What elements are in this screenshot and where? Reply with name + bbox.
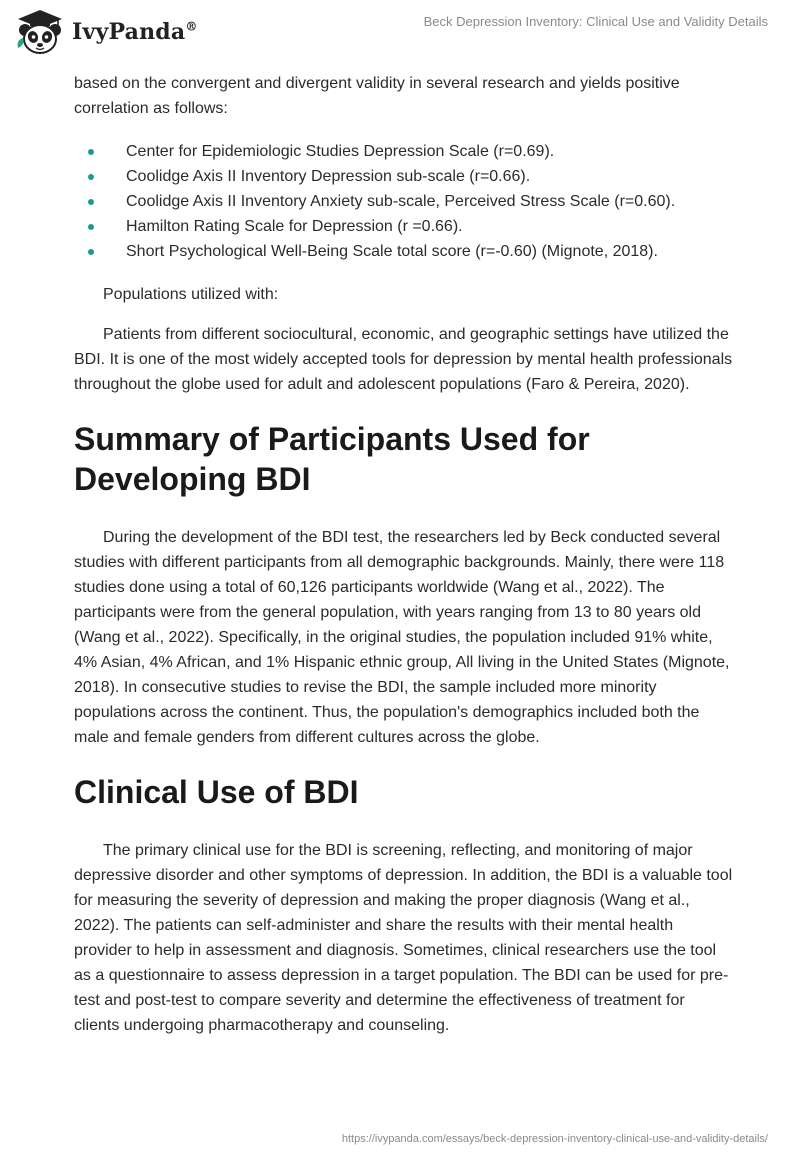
registered-mark: ® [185,19,198,34]
correlation-list [74,139,734,264]
logo-text [72,19,198,45]
populations-label: Populations utilized with: [103,286,279,303]
list-item-text: Hamilton Rating Scale for Depression (r =0.66). [126,218,463,235]
page-header [0,0,800,70]
bullet-dot-icon [88,149,94,155]
ivypanda-logo[interactable] [14,8,198,56]
brand-name: IvyPanda [72,19,186,45]
section-heading-participants: Summary of Participants Used for Developing BDI [74,421,590,497]
list-item [74,189,734,214]
participants-paragraph: During the development of the BDI test, the researchers led by Beck conducted several studies with different participants from all demographic backgrounds. Mainly, there were 118 studies done using a total of 60,126 participants worldwide (Wang et al., 2022). The participants were from the general population, with years ranging from 13 to 80 years old (Wang et al., 2022). Specifically, in the original studies, the population included 91% white, 4% Asian, 4% African, and 1% Hispanic ethnic group, All living in the United States (Mignote, 2018). In consecutive studies to revise the BDI, the sample included more minority populations across the continent. Thus, the population's demographics included both the male and female genders from different cultures across the globe. [74,529,730,746]
populations-paragraph: Patients from different sociocultural, economic, and geographic settings have utilized the BDI. It is one of the most widely accepted tools for depression by mental health professionals throughout the globe used for adult and adolescent populations (Faro & Pereira, 2020). [74,326,733,393]
bullet-dot-icon [88,174,94,180]
list-item [74,214,734,239]
panda-graduate-logo-icon [14,8,66,56]
bullet-dot-icon [88,224,94,230]
list-item-text: Center for Epidemiologic Studies Depression Scale (r=0.69). [126,143,555,160]
list-item-text: Coolidge Axis II Inventory Anxiety sub-scale, Perceived Stress Scale (r=0.60). [126,193,676,210]
section-heading-clinical-use: Clinical Use of BDI [74,774,359,810]
list-item [74,164,734,189]
list-item [74,139,734,164]
intro-paragraph: based on the convergent and divergent validity in several research and yields positive correlation as follows: [74,75,680,117]
bullet-dot-icon [88,249,94,255]
document-title: Beck Depression Inventory: Clinical Use and Validity Details [423,14,768,29]
list-item-text: Coolidge Axis II Inventory Depression sub-scale (r=0.66). [126,168,531,185]
source-url[interactable]: https://ivypanda.com/essays/beck-depression-inventory-clinical-use-and-validity-details/ [341,1133,768,1145]
list-item [74,239,734,264]
list-item-text: Short Psychological Well-Being Scale total score (r=-0.60) (Mignote, 2018). [126,243,658,260]
essay-body [74,71,734,1038]
clinical-use-paragraph: The primary clinical use for the BDI is screening, reflecting, and monitoring of major depressive disorder and other symptoms of depression. In addition, the BDI is a valuable tool for measuring the severity of depression and making the proper diagnosis (Wang et al., 2022). The patients can self-administer and share the results with their mental health provider to help in assessment and diagnosis. Sometimes, clinical researchers use the tool as a questionnaire to assess depression in a target population. The BDI can be used for pre-test and post-test to compare severity and determine the effectiveness of treatment for clients undergoing pharmacotherapy and counseling. [74,842,733,1034]
bullet-dot-icon [88,199,94,205]
